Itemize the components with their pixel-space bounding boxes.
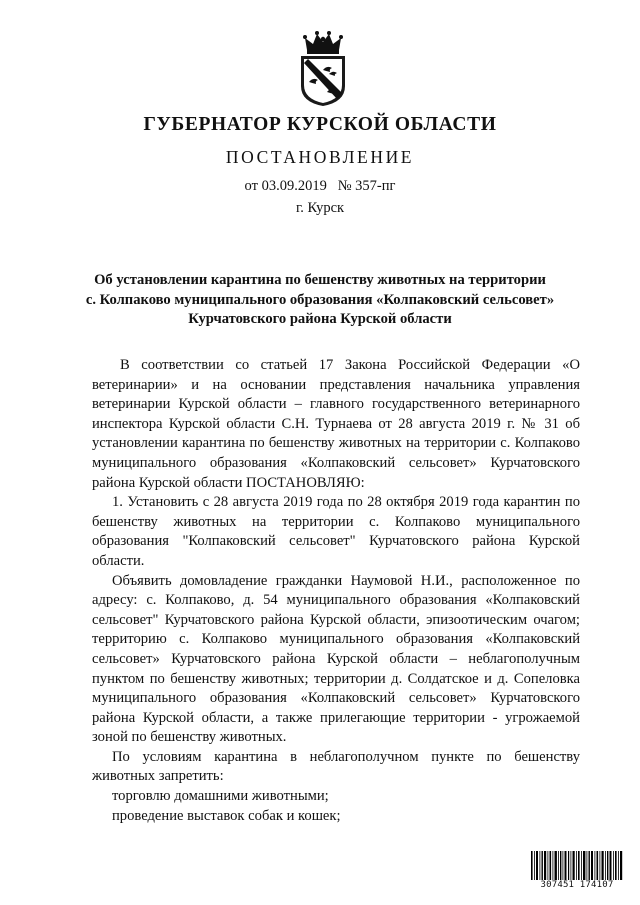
heading-line: с. Колпаково муниципального образования «Колпаковский сельсовет» <box>85 291 555 308</box>
document-heading <box>70 271 570 330</box>
prohibition-intro-paragraph: По условиям карантина в неблагополучном пункте по бешенству животных запретить: <box>92 748 580 785</box>
issuer-title: ГУБЕРНАТОР КУРСКОЙ ОБЛАСТИ <box>143 114 497 135</box>
heading-line: Об установлении карантина по бешенству животных на территории <box>94 272 546 288</box>
preamble-paragraph: В соответствии со статьей 17 Закона Российской Федерации «О ветеринарии» и на основании представления начальника управления ветеринарии Курской области – главного государственного ветеринарного инспектора Курской области С.Н. Турнаева от 28 августа 2019 г. № 31 об установлении карантина по бешенству животных на территории с. Колпаково муниципального образования «Колпаковский сельсовет» Курчатовского района Курской области ПОСТАНОВЛЯЮ: <box>92 357 580 491</box>
prohibition-item: торговлю домашними животными; <box>112 788 329 805</box>
barcode-number: 307451 174107 <box>531 880 623 891</box>
coat-of-arms-emblem <box>293 30 353 108</box>
document-type: ПОСТАНОВЛЕНИЕ <box>225 147 415 167</box>
document-city: г. Курск <box>295 200 345 216</box>
heading-line: Курчатовского района Курской области <box>188 311 452 328</box>
document-body <box>92 356 580 826</box>
document-date-number: от 03.09.2019 № 357-пг <box>244 178 396 194</box>
clause-1-paragraph: 1. Установить с 28 августа 2019 года по 28 октября 2019 года карантин по бешенству животных на территории с. Колпаково муниципального образования "Колпаковский сельсовет" Курчатовского района Курской области. <box>92 494 580 569</box>
prohibition-item: проведение выставок собак и кошек; <box>112 807 341 824</box>
declaration-paragraph: Объявить домовладение гражданки Наумовой Н.И., расположенное по адресу: с. Колпаково, д. 54 муниципального образования «Колпаковский сельсовет" Курчатовского района Курской области, эпизоотическим очагом; территорию с. Колпаково муниципального образования «Колпаковский сельсовет» Курчатовского района Курской области – неблагополучным пунктом по бешенству животных; территории д. Солдатское и д. Сопеловка муниципального образования «Колпаковский сельсовет» Курчатовского района Курской области, а также прилегающие территории - угрожаемой зоной по бешенству животных. <box>92 572 580 746</box>
